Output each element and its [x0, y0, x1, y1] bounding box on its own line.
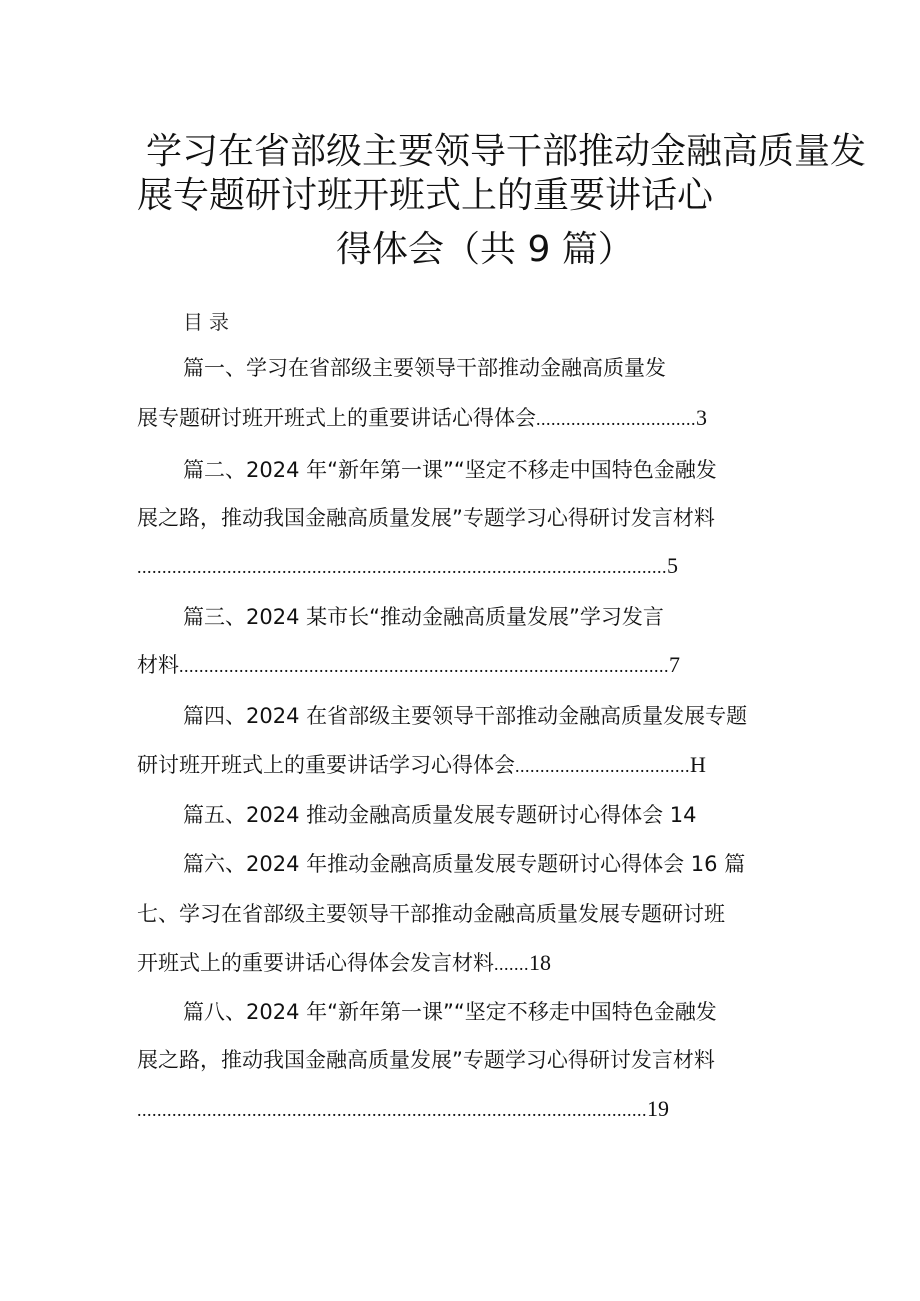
toc-leader-dots: .................................................................................................. — [179, 656, 669, 676]
toc-entry-1-line-1[interactable]: 篇一、学习在省部级主要领导干部推动金融高质量发 — [183, 356, 666, 380]
toc-entry-2-page: 5 — [667, 553, 678, 578]
toc-entry-4-line-1[interactable]: 篇四、2024 在省部级主要领导干部推动金融高质量发展专题 — [183, 704, 748, 728]
toc-entry-5[interactable]: 篇五、2024 推动金融高质量发展专题研讨心得体会 14 — [183, 803, 697, 827]
toc-leader-dots: ................................... — [515, 756, 690, 776]
toc-entry-3-line-1[interactable]: 篇三、2024 某市长“推动金融高质量发展”学习发言 — [183, 605, 664, 629]
toc-entry-7-line-1[interactable]: 七、学习在省部级主要领导干部推动金融高质量发展专题研讨班 — [137, 902, 725, 926]
title-line-1: 学习在省部级主要领导干部推动金融高质量发 — [146, 131, 867, 172]
toc-entry-7-text: 开班式上的重要讲话心得体会发言材料 — [137, 951, 494, 975]
title-line-3: 得体会（共 9 篇） — [336, 229, 634, 270]
toc-entry-3-text: 材料 — [137, 653, 179, 677]
toc-entry-2-line-3[interactable] — [137, 551, 678, 582]
toc-entry-4-page: H — [690, 752, 706, 777]
toc-entry-2-line-2[interactable]: 展之路，推动我国金融高质量发展”专题学习心得研讨发言材料 — [137, 506, 715, 530]
toc-entry-8-page: 19 — [647, 1096, 669, 1121]
toc-entry-2-line-1[interactable]: 篇二、2024 年“新年第一课”“坚定不移走中国特色金融发 — [183, 458, 717, 482]
toc-entry-3-line-2[interactable] — [137, 650, 680, 681]
toc-entry-7-page: 18 — [529, 950, 551, 975]
toc-entry-1-text: 展专题研讨班开班式上的重要讲话心得体会 — [137, 406, 536, 430]
toc-entry-6[interactable]: 篇六、2024 年推动金融高质量发展专题研讨心得体会 16 篇 — [183, 852, 746, 876]
toc-entry-8-line-2[interactable]: 展之路，推动我国金融高质量发展”专题学习心得研讨发言材料 — [137, 1048, 715, 1072]
toc-leader-dots: .......................................................................................................... — [137, 557, 667, 577]
toc-entry-7-line-2[interactable] — [137, 948, 551, 979]
toc-leader-dots: ................................ — [536, 409, 696, 429]
toc-entry-3-page: 7 — [669, 652, 680, 677]
toc-entry-4-line-2[interactable] — [137, 750, 706, 781]
toc-entry-1-page: 3 — [696, 405, 707, 430]
toc-entry-1-line-2[interactable] — [137, 403, 707, 434]
toc-entry-8-line-3[interactable] — [137, 1094, 669, 1125]
toc-leader-dots: ...................................................................................................... — [137, 1100, 647, 1120]
toc-entry-4-text: 研讨班开班式上的重要讲话学习心得体会 — [137, 753, 515, 777]
toc-entry-8-line-1[interactable]: 篇八、2024 年“新年第一课”“坚定不移走中国特色金融发 — [183, 1000, 717, 1024]
toc-label: 目录 — [183, 310, 235, 334]
title-line-2: 展专题研讨班开班式上的重要讲话心 — [137, 175, 714, 216]
toc-leader-dots: ....... — [494, 954, 529, 974]
